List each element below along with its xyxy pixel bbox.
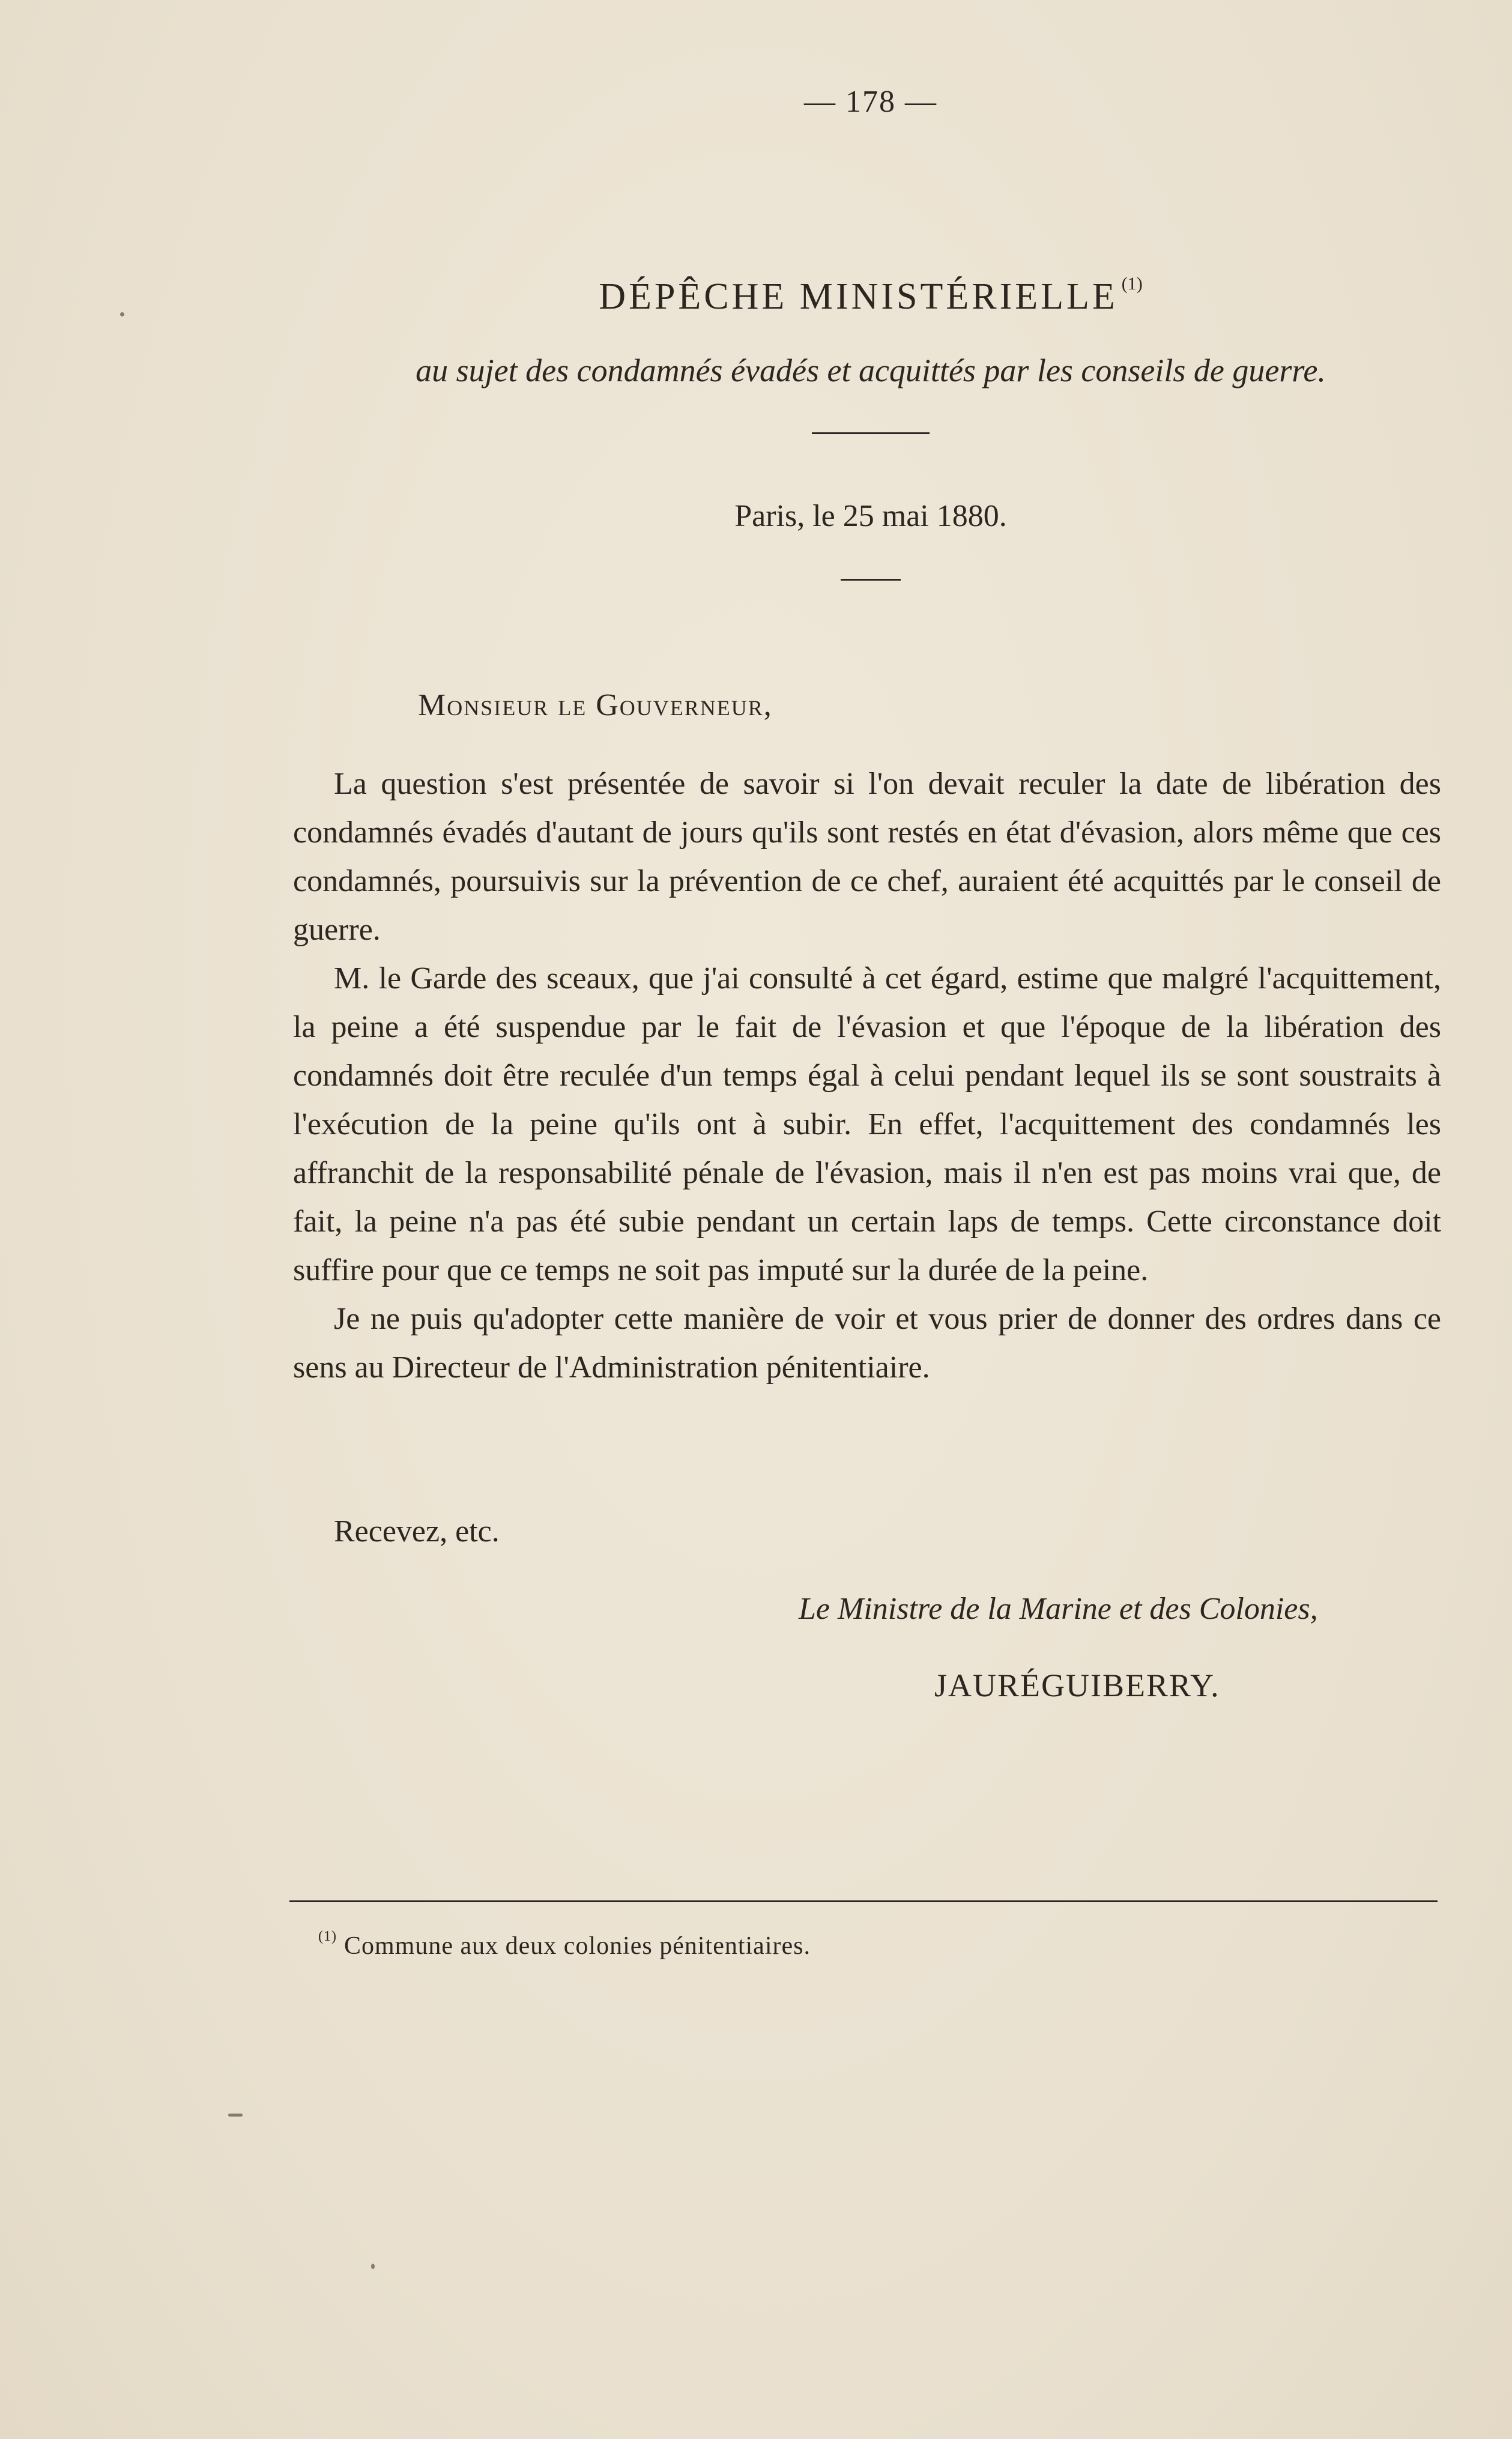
divider-rule xyxy=(812,432,930,434)
dispatch-body xyxy=(293,760,1441,1392)
footnote-divider xyxy=(289,1900,1438,1902)
footnote-marker: (1) xyxy=(318,1929,337,1944)
footnote-text: Commune aux deux colonies pénitentiaires. xyxy=(343,1932,811,1960)
body-paragraph: La question s'est présentée de savoir si l'on devait reculer la date de libération des condamnés évadés d'autant de jours qu'ils sont restés en état d'évasion, alors même que ces condamnés, poursuivis sur la prévention de ce chef, auraient été acquittés par le conseil de guerre. xyxy=(293,767,1441,947)
closing-formula: Recevez, etc. xyxy=(334,1514,500,1549)
salutation: Monsieur le Gouverneur, xyxy=(418,688,773,722)
dispatch-title xyxy=(0,274,1512,318)
paper-speck xyxy=(371,2264,375,2269)
dispatch-title-text: DÉPÊCHE MINISTÉRIELLE xyxy=(599,276,1118,317)
dispatch-subtitle: au sujet des condamnés évadés et acquittés par les conseils de guerre. xyxy=(416,352,1326,388)
signature-name: JAURÉGUIBERRY. xyxy=(934,1667,1220,1703)
paper-speck xyxy=(120,312,124,316)
page-number: — 178 — xyxy=(804,85,937,119)
body-paragraph: M. le Garde des sceaux, que j'ai consulté à cet égard, estime que malgré l'acquittement, la peine a été suspendue par le fait de l'évasion et que l'époque de la libération des condamnés doit être reculée d'un temps égal à celui pendant lequel ils se sont soustraits à l'exécution de la peine qu'ils ont à subir. En effet, l'acquittement des condamnés les affranchit de la responsabilité pénale de l'évasion, mais il n'en est pas moins vrai que, de fait, la peine n'a pas été subie pendant un certain laps de temps. Cette circonstance doit suffire pour que ce temps ne soit pas imputé sur la durée de la peine. xyxy=(293,961,1441,1287)
footnote-reference: (1) xyxy=(1121,274,1143,294)
paper-speck xyxy=(228,2114,243,2117)
divider-rule xyxy=(841,579,901,581)
body-paragraph: Je ne puis qu'adopter cette manière de voir et vous prier de donner des ordres dans ce sens au Directeur de l'Administration pénitentiaire. xyxy=(293,1302,1441,1385)
signature-title: Le Ministre de la Marine et des Colonies, xyxy=(799,1592,1318,1626)
dispatch-date: Paris, le 25 mai 1880. xyxy=(734,499,1007,533)
footnote xyxy=(318,1929,811,1960)
